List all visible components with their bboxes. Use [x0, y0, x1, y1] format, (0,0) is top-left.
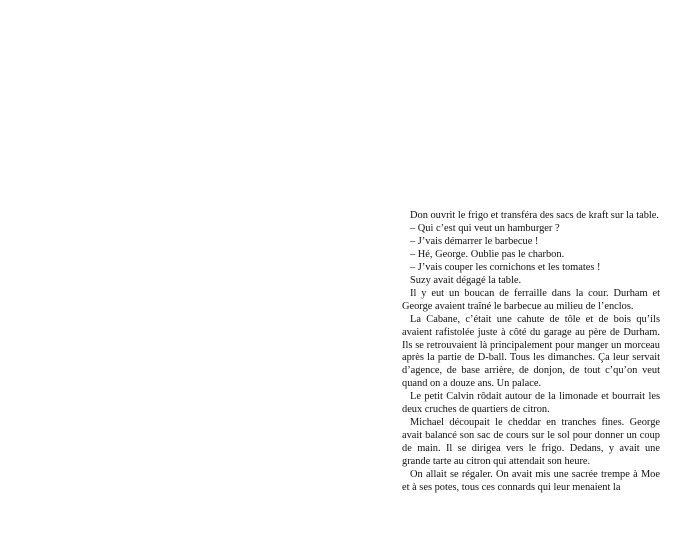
dialogue-line: – J’vais couper les cornichons et les tomates ! [410, 261, 601, 273]
paragraph: Don ouvrit le frigo et transféra des sacs de kraft sur la table. [410, 210, 659, 221]
paragraph: On allait se régaler. On avait mis une sacrée trempe à Moe et à ses potes, tous ces connards qui leur menaient la [402, 469, 660, 494]
paragraph: Suzy avait dégagé la table. [410, 274, 522, 286]
dialogue-line: – Hé, George. Oublie pas le charbon. [410, 248, 565, 260]
paragraph: La Cabane, c’était une cahute de tôle et de bois qu’ils avaient rafistolée juste à côté du garage au père de Durham. Ils se retrouvaient là principalement pour manger un morceau après la partie de D-ball. Tous les dimanches. Ça leur servait d’agence, de base arrière, de donjon, de tout c’qu’on veut quand on a douze ans. Un palace. [402, 313, 660, 390]
paragraph: Le petit Calvin rôdait autour de la limonade et bourrait les deux cruches de quartiers de citron. [402, 391, 660, 416]
paragraph: Michael découpait le cheddar en tranches fines. George avait balancé son sac de cours sur le sol pour donner un coup de main. Il se dirigea vers le frigo. Dedans, y avait une grande tarte au citron qui attendait son heure. [402, 417, 660, 468]
paragraph: Il y eut un boucan de ferraille dans la cour. Durham et George avaient traîné le barbecue au milieu de l’enclos. [402, 287, 660, 312]
dialogue-line: – J’vais démarrer le barbecue ! [410, 235, 539, 247]
dialogue-line: – Qui c’est qui veut un hamburger ? [410, 222, 560, 234]
body-text [402, 210, 660, 495]
